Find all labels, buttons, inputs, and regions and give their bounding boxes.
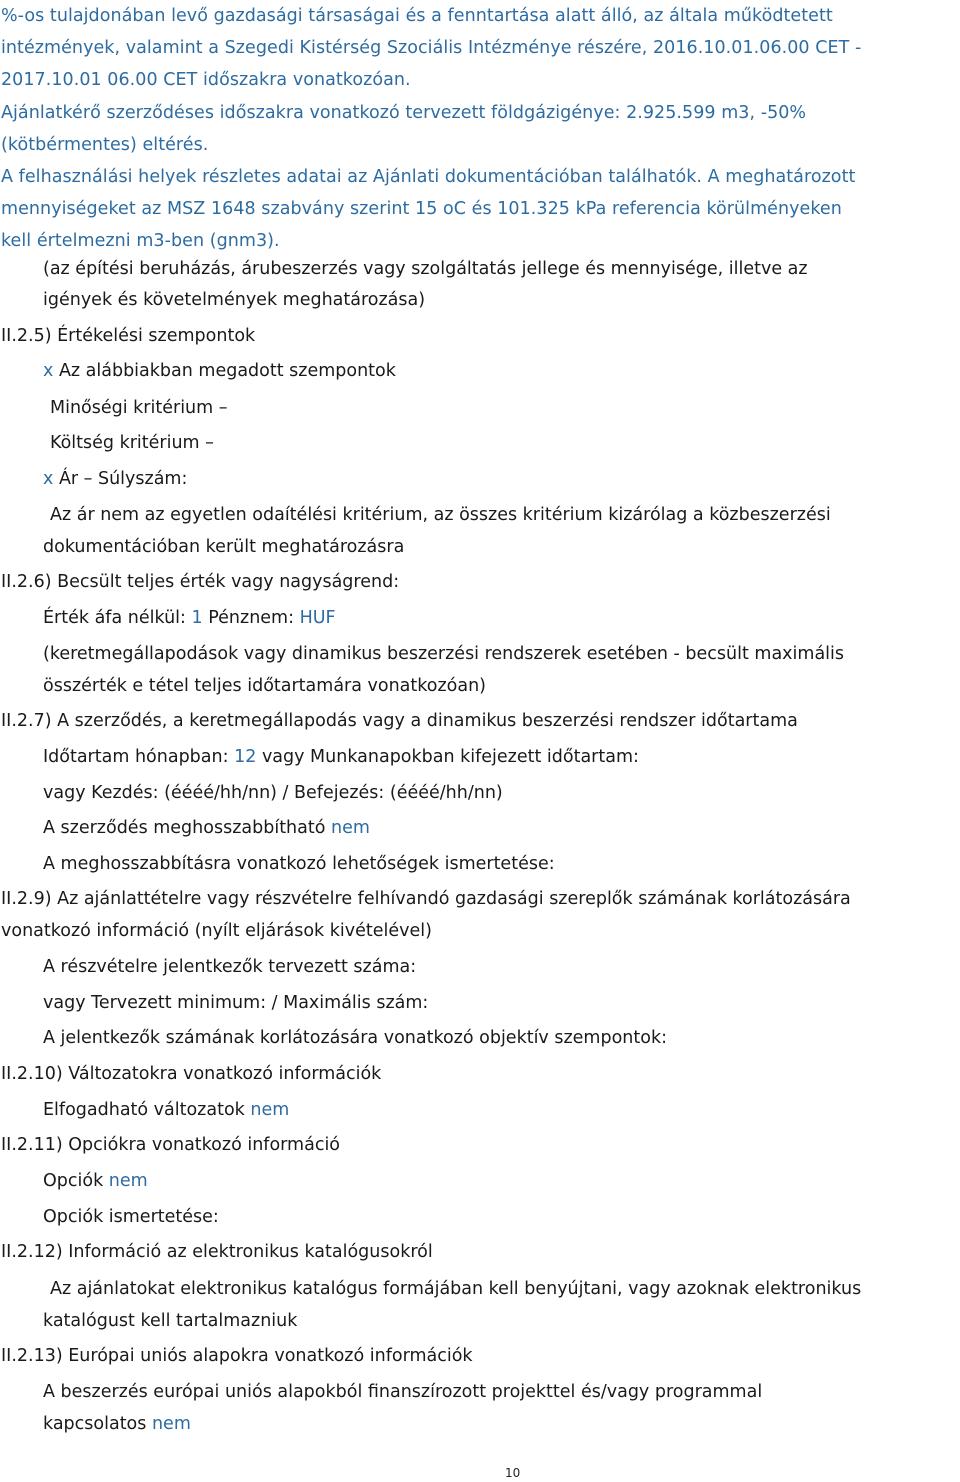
min-max-candidates: vagy Tervezett minimum: / Maximális szám: <box>43 993 429 1013</box>
section-heading-evaluation: II.2.5) Értékelési szempontok <box>1 326 256 346</box>
description-line: kell értelmezni m3-ben (gnm3). <box>1 231 280 252</box>
duration-value: 12 <box>234 747 257 767</box>
duration-row <box>43 746 639 768</box>
value-row <box>43 607 336 629</box>
description-line: %-os tulajdonában levő gazdasági társaságai és a fenntartása alatt álló, az általa működtetett <box>1 6 833 26</box>
options-description: Opciók ismertetése: <box>43 1207 219 1227</box>
description-line: (kötbérmentes) eltérés. <box>1 134 209 155</box>
price-row <box>43 468 187 490</box>
description-line: intézmények, valamint a Szegedi Kistérség Szociális Intézménye részére, 2016.10.01.06.00 CET - <box>1 38 862 59</box>
section-heading-variants: II.2.10) Változatokra vonatkozó információk <box>1 1064 382 1084</box>
criteria-label: Az alábbiakban megadott szempontok <box>58 361 396 381</box>
cost-criterion: Költség kritérium – <box>50 433 214 453</box>
currency-value: HUF <box>299 608 336 628</box>
eu-funds-line: A beszerzés európai uniós alapokból finanszírozott projekttel és/vagy programmal <box>43 1382 763 1402</box>
description-line: Ajánlatkérő szerződéses időszakra vonatkozó tervezett földgázigénye: 2.925.599 m3, -50% <box>1 102 807 123</box>
options-label: Opciók <box>43 1171 104 1191</box>
variants-value: nem <box>250 1100 290 1120</box>
extension-value: nem <box>331 818 370 838</box>
evaluation-note-line: Az ár nem az egyetlen odaítélési kritérium, az összes kritérium kizárólag a közbeszerzési <box>50 505 831 525</box>
section-heading-catalogues: II.2.12) Információ az elektronikus katalógusokról <box>1 1242 433 1262</box>
eu-funds-line: kapcsolatos <box>43 1414 147 1434</box>
variants-label: Elfogadható változatok <box>43 1100 245 1120</box>
price-criterion: Ár – Súlyszám: <box>58 469 188 489</box>
extension-label: A szerződés meghosszabbítható <box>43 818 326 838</box>
section-heading-duration: II.2.7) A szerződés, a keretmegállapodás vagy a dinamikus beszerzési rendszer időtartama <box>1 711 798 731</box>
evaluation-note-line: dokumentációban került meghatározásra <box>43 537 405 557</box>
criteria-row <box>43 360 396 382</box>
section-heading-eu-funds: II.2.13) Európai uniós alapokra vonatkozó információk <box>1 1346 473 1366</box>
section-heading-limits: II.2.9) Az ajánlattételre vagy részvételre felhívandó gazdasági szereplők számának korlátozására <box>1 889 851 909</box>
limit-criteria: A jelentkezők számának korlátozására vonatkozó objektív szempontok: <box>43 1028 667 1048</box>
catalogue-line: Az ajánlatokat elektronikus katalógus formájában kell benyújtani, vagy azoknak elektronikus <box>50 1279 862 1299</box>
quality-criterion: Minőségi kritérium – <box>50 398 228 418</box>
planned-candidates: A részvételre jelentkezők tervezett száma: <box>43 957 417 977</box>
scope-note-line: igények és követelmények meghatározása) <box>43 290 426 310</box>
estimated-value-note-line: (keretmegállapodások vagy dinamikus beszerzési rendszerek esetében - becsült maximális <box>43 644 845 664</box>
value-label: Érték áfa nélkül: <box>43 608 186 628</box>
options-row <box>43 1170 148 1192</box>
eu-funds-row <box>43 1413 191 1435</box>
value-amount: 1 <box>191 608 203 628</box>
extension-description: A meghosszabbításra vonatkozó lehetőségek ismertetése: <box>43 854 555 874</box>
checked-mark: x <box>43 469 54 489</box>
description-line: A felhasználási helyek részletes adatai az Ajánlati dokumentációban találhatók. A meghatározott <box>1 167 856 188</box>
duration-label: Időtartam hónapban: <box>43 747 229 767</box>
checked-mark: x <box>43 361 54 381</box>
currency-label: Pénznem: <box>208 608 294 628</box>
eu-funds-value: nem <box>151 1414 191 1434</box>
scope-note-line: (az építési beruházás, árubeszerzés vagy szolgáltatás jellege és mennyisége, illetve az <box>43 259 808 279</box>
page-number: 10 <box>505 1466 521 1480</box>
section-heading-estimated-value: II.2.6) Becsült teljes érték vagy nagyságrend: <box>1 572 400 592</box>
contract-description <box>1 0 956 258</box>
section-heading-options: II.2.11) Opciókra vonatkozó információ <box>1 1135 341 1155</box>
duration-rest: vagy Munkanapokban kifejezett időtartam: <box>261 747 639 767</box>
catalogue-line: katalógust kell tartalmazniuk <box>43 1311 298 1331</box>
date-range-row: vagy Kezdés: (éééé/hh/nn) / Befejezés: (éééé/hh/nn) <box>43 783 503 803</box>
description-line: mennyiségeket az MSZ 1648 szabvány szerint 15 oC és 101.325 kPa referencia körülményeken <box>1 199 842 220</box>
description-line: 2017.10.01 06.00 CET időszakra vonatkozóan. <box>1 70 411 91</box>
options-value: nem <box>108 1171 148 1191</box>
estimated-value-note-line: összérték e tétel teljes időtartamára vonatkozóan) <box>43 676 487 696</box>
extension-row <box>43 817 370 839</box>
section-heading-limits-cont: vonatkozó információ (nyílt eljárások kivételével) <box>1 921 432 941</box>
variants-row <box>43 1099 289 1121</box>
